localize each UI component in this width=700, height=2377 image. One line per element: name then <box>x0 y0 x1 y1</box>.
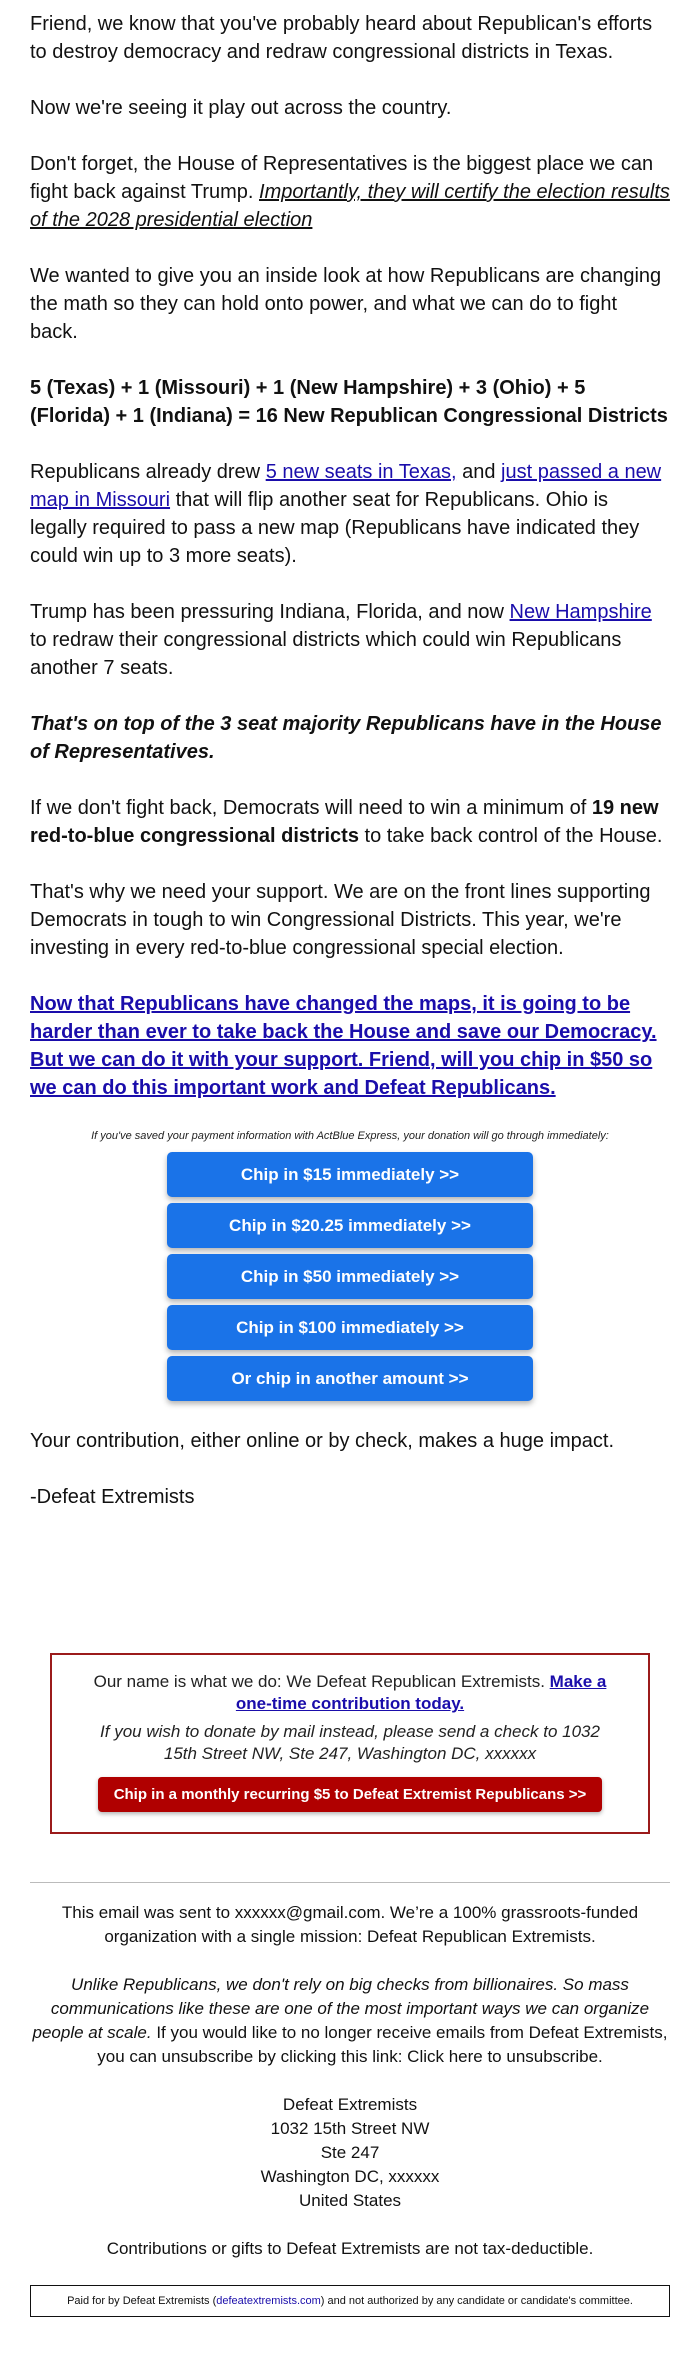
chip-in-20-25-button[interactable]: Chip in $20.25 immediately >> <box>167 1203 533 1248</box>
paid-for-text-a: Paid for by Defeat Extremists ( <box>67 2295 217 2307</box>
mail-donation-text: If you wish to donate by mail instead, please send a check to 1032 15th Street NW, Ste 247, Washington DC, xxxxxx <box>100 1722 600 1763</box>
contribution-text: Your contribution, either online or by check, makes a huge impact. <box>30 1430 615 1452</box>
paragraph-3-emphasis: Importantly, they will certify the election results of the 2028 presidential election <box>30 181 670 231</box>
express-note: If you've saved your payment information with ActBlue Express, your donation will go through immediately: <box>91 1130 609 1142</box>
address-line: 1032 15th Street NW <box>270 2119 430 2138</box>
signoff: -Defeat Extremists <box>30 1486 195 1508</box>
paragraph-9-bold: 19 new red-to-blue congressional districts <box>30 797 659 847</box>
footer <box>30 1901 670 2317</box>
paragraph-6-text-b: and <box>456 461 502 483</box>
chip-in-15-button[interactable]: Chip in $15 immediately >> <box>167 1152 533 1197</box>
paragraph-6-text-a: Republicans already drew <box>30 461 266 483</box>
paragraph-3 <box>30 150 670 234</box>
one-time-contribution-link[interactable]: Make a one-time contribution today. <box>235 1672 607 1713</box>
donation-buttons <box>30 1152 670 1401</box>
address-line: Ste 247 <box>320 2143 380 2162</box>
paid-for-text-b: ) and not authorized by any candidate or candidate's committee. <box>320 2295 633 2307</box>
website-link[interactable]: defeatextremists.com <box>216 2295 321 2307</box>
unsubscribe-link-text[interactable]: If you would like to no longer receive emails from Defeat Extremists, you can unsubscribe by clicking this link: Click here to unsubscribe. <box>97 2023 668 2066</box>
paragraph-9-text-a: If we don't fight back, Democrats will need to win a minimum of <box>30 797 592 819</box>
monthly-recurring-button[interactable]: Chip in a monthly recurring $5 to Defeat Extremist Republicans >> <box>98 1777 603 1812</box>
contribution-box-line <box>82 1671 618 1715</box>
mailing-address <box>30 2093 670 2213</box>
paragraph-4: We wanted to give you an inside look at how Republicans are changing the math so they can hold onto power, and what we can do to fight back. <box>30 265 662 343</box>
paragraph-7-text-a: Trump has been pressuring Indiana, Florida, and now <box>30 601 510 623</box>
tax-notice: Contributions or gifts to Defeat Extremists are not tax-deductible. <box>106 2239 594 2258</box>
unlike-republicans-text: Unlike Republicans, we don't rely on big checks from billionaires. So mass communications like these are one of the most important ways we can organize people at scale. <box>32 1975 650 2042</box>
paragraph-7-text-b: to redraw their congressional districts which could win Republicans another 7 seats. <box>30 629 622 679</box>
cta-link[interactable]: Now that Republicans have changed the maps, it is going to be harder than ever to take back the House and save our Democracy. But we can do it with your support. Friend, will you chip in $50 so we can do this important work and Defeat Republicans. <box>30 993 657 1099</box>
paragraph-6-text-c: that will flip another seat for Republicans. Ohio is legally required to pass a new map (Republicans have indicated they could win up to 3 more seats). <box>30 489 640 567</box>
contribution-box <box>50 1653 650 1834</box>
paragraph-3-text: Don't forget, the House of Representatives is the biggest place we can fight back against Trump. <box>30 153 654 203</box>
new-hampshire-link[interactable]: New Hampshire <box>509 601 652 623</box>
paragraph-2: Now we're seeing it play out across the country. <box>30 97 452 119</box>
intro-paragraph: Friend, we know that you've probably heard about Republican's efforts to destroy democracy and redraw congressional districts in Texas. <box>30 13 653 63</box>
contribution-box-text: Our name is what we do: We Defeat Republican Extremists. <box>93 1672 550 1691</box>
texas-seats-link[interactable]: 5 new seats in Texas, <box>265 461 457 483</box>
cta-paragraph <box>30 990 670 1102</box>
footer-divider <box>30 1882 670 1883</box>
paragraph-6 <box>30 458 670 570</box>
paid-for-disclaimer <box>30 2285 670 2317</box>
paragraph-9-text-c: to take back control of the House. <box>358 825 663 847</box>
address-line: Washington DC, xxxxxx <box>260 2167 440 2186</box>
chip-in-50-button[interactable]: Chip in $50 immediately >> <box>167 1254 533 1299</box>
address-line: Defeat Extremists <box>282 2095 418 2114</box>
spacer <box>30 1511 670 1653</box>
paragraph-8: That's on top of the 3 seat majority Republicans have in the House of Representatives. <box>30 713 662 763</box>
sent-notice: This email was sent to xxxxxx@gmail.com. We’re a 100% grassroots-funded organization with a single mission: Defeat Republican Extremists. <box>61 1903 639 1946</box>
paragraph-9 <box>30 794 670 850</box>
unsubscribe-paragraph <box>30 1973 670 2069</box>
chip-in-other-amount-button[interactable]: Or chip in another amount >> <box>167 1356 533 1401</box>
chip-in-100-button[interactable]: Chip in $100 immediately >> <box>167 1305 533 1350</box>
district-equation: 5 (Texas) + 1 (Missouri) + 1 (New Hampshire) + 3 (Ohio) + 5 (Florida) + 1 (Indiana) = 16 New Republican Congressional Districts <box>30 377 668 427</box>
paragraph-10: That's why we need your support. We are on the front lines supporting Democrats in tough to win Congressional Districts. This year, we're investing in every red-to-blue congressional special election. <box>30 881 651 959</box>
paragraph-7 <box>30 598 670 682</box>
missouri-map-link[interactable]: just passed a new map in Missouri <box>30 461 662 511</box>
address-line: United States <box>298 2191 402 2210</box>
